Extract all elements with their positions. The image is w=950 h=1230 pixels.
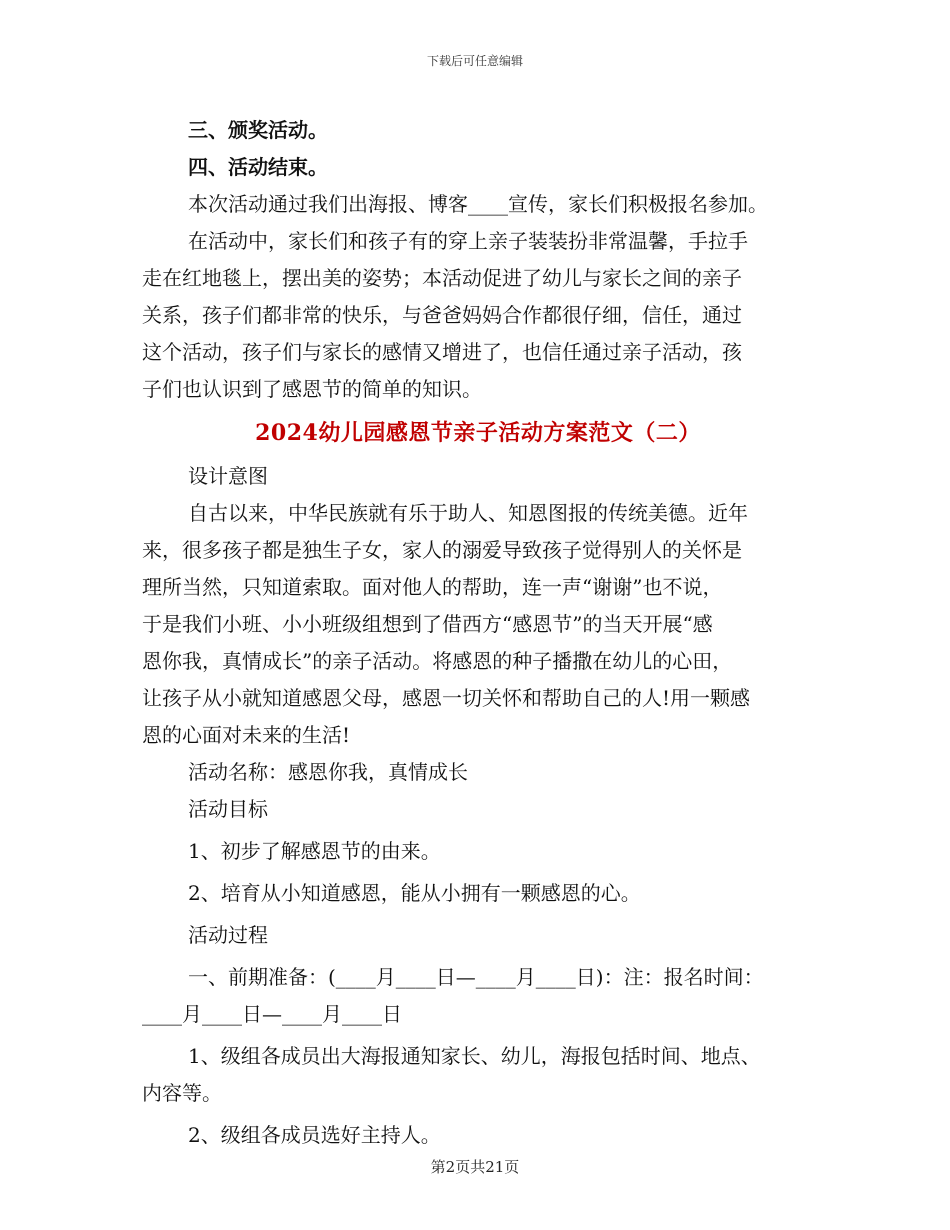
design-line: 自古以来，中华民族就有乐于助人、知恩图报的传统美德。近年 xyxy=(188,501,748,525)
design-line: 恩你我，真情成长”的亲子活动。将感恩的种子播撒在幼儿的心田， xyxy=(142,649,733,673)
summary-line: 走在红地毯上，摆出美的姿势；本活动促进了幼儿与家长之间的亲子 xyxy=(142,266,742,290)
step-item: 2、级组各成员选好主持人。 xyxy=(188,1123,441,1147)
document-title: 2024幼儿园感恩节亲子活动方案范文（二） xyxy=(255,420,701,446)
page-footer: 第2页共21页 xyxy=(430,1158,520,1176)
design-line: 恩的心面对未来的生活! xyxy=(142,723,351,747)
document-body xyxy=(142,112,814,1154)
design-line: 于是我们小班、小小班级组想到了借西方“感恩节”的当天开展“感 xyxy=(142,612,713,636)
activity-name: 活动名称：感恩你我，真情成长 xyxy=(188,760,468,784)
summary-line: 这个活动，孩子们与家长的感情又增进了，也信任通过亲子活动，孩 xyxy=(142,340,742,364)
summary-line: 关系，孩子们都非常的快乐，与爸爸妈妈合作都很仔细，信任，通过 xyxy=(142,303,742,327)
goal-item: 2、培育从小知道感恩，能从小拥有一颗感恩的心。 xyxy=(188,881,641,905)
goal-item: 1、初步了解感恩节的由来。 xyxy=(188,839,441,863)
design-heading: 设计意图 xyxy=(188,464,268,488)
step-item: 1、级组各成员出大海报通知家长、幼儿，海报包括时间、地点、 xyxy=(188,1044,761,1068)
prep-dates: ____月____日—____月____日 xyxy=(142,1002,402,1026)
design-line: 来，很多孩子都是独生子女，家人的溺爱导致孩子觉得别人的关怀是 xyxy=(142,538,742,562)
step-item-cont: 内容等。 xyxy=(142,1081,222,1105)
process-heading: 活动过程 xyxy=(188,923,268,947)
design-line: 让孩子从小就知道感恩父母，感恩一切关怀和帮助自己的人!用一颗感 xyxy=(142,686,751,710)
heading-award: 三、颁奖活动。 xyxy=(188,118,328,142)
summary-line: 子们也认识到了感恩节的简单的知识。 xyxy=(142,377,482,401)
heading-end: 四、活动结束。 xyxy=(188,155,328,179)
summary-line: 在活动中，家长们和孩子有的穿上亲子装装扮非常温馨，手拉手 xyxy=(188,229,748,253)
prep-line: 一、前期准备：(____月____日—____月____日)：注：报名时间： xyxy=(188,965,764,989)
page-header: 下载后可任意编辑 xyxy=(426,54,523,68)
design-line: 理所当然，只知道索取。面对他人的帮助，连一声“谢谢”也不说， xyxy=(142,575,723,599)
promo-line: 本次活动通过我们出海报、博客____宣传，家长们积极报名参加。 xyxy=(188,192,768,216)
goals-heading: 活动目标 xyxy=(188,797,268,821)
